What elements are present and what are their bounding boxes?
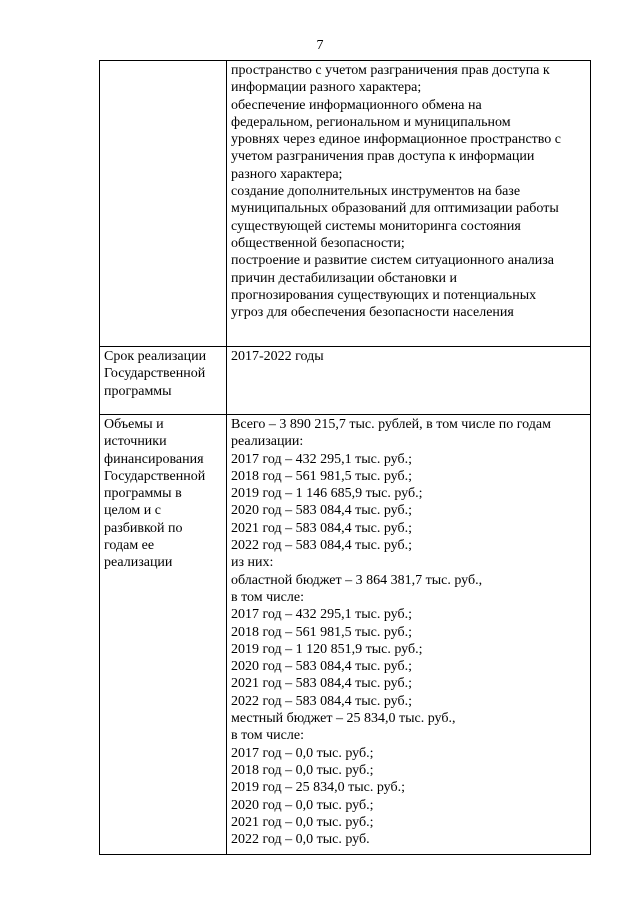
label-line: программы bbox=[104, 383, 172, 399]
content-line: 2022 год – 583 084,4 тыс. руб.; bbox=[231, 538, 412, 554]
content-line: Всего – 3 890 215,7 тыс. рублей, в том числе по годам bbox=[231, 417, 551, 432]
label-line: целом и с bbox=[104, 503, 161, 519]
content-line: 2021 год – 583 084,4 тыс. руб.; bbox=[231, 676, 412, 692]
content-line: в том числе: bbox=[231, 728, 304, 744]
row-content-cell bbox=[227, 61, 591, 347]
content-line: 2019 год – 1 120 851,9 тыс. руб.; bbox=[231, 641, 423, 657]
row-label-cell bbox=[100, 347, 227, 415]
table-row bbox=[100, 415, 591, 855]
content-line: разного характера; bbox=[231, 166, 343, 182]
content-line: 2017 год – 432 295,1 тыс. руб.; bbox=[231, 451, 412, 467]
content-line: обеспечение информационного обмена на bbox=[231, 97, 482, 113]
content-line: 2021 год – 0,0 тыс. руб.; bbox=[231, 814, 374, 830]
row-label-cell bbox=[100, 415, 227, 855]
content-line: в том числе: bbox=[231, 589, 304, 605]
table-row bbox=[100, 347, 591, 415]
label-line: Государственной bbox=[104, 468, 206, 484]
label-line: источники bbox=[104, 434, 167, 450]
row-content-cell bbox=[227, 347, 591, 415]
content-line: 2017-2022 годы bbox=[231, 349, 324, 364]
content-line: уровнях через единое информационное пространство с bbox=[231, 132, 562, 148]
content-line: муниципальных образований для оптимизации работы bbox=[231, 201, 559, 217]
content-line: пространство с учетом разграничения прав доступа к bbox=[231, 63, 550, 78]
content-line: областной бюджет – 3 864 381,7 тыс. руб., bbox=[231, 572, 483, 588]
label-line: программы в bbox=[104, 486, 182, 502]
content-line: 2017 год – 0,0 тыс. руб.; bbox=[231, 745, 374, 761]
page-number: 7 bbox=[316, 38, 324, 53]
content-line: создание дополнительных инструментов на базе bbox=[231, 184, 521, 200]
content-line: 2022 год – 0,0 тыс. руб. bbox=[231, 832, 370, 848]
content-line: 2017 год – 432 295,1 тыс. руб.; bbox=[231, 607, 412, 623]
content-line: угроз для обеспечения безопасности населения bbox=[231, 305, 514, 321]
content-line: местный бюджет – 25 834,0 тыс. руб., bbox=[231, 711, 456, 727]
content-line: 2018 год – 0,0 тыс. руб.; bbox=[231, 762, 374, 778]
label-line: Объемы и bbox=[104, 417, 164, 432]
row-label-cell bbox=[100, 61, 227, 347]
row-content-cell bbox=[227, 415, 591, 855]
content-line: федеральном, региональном и муниципальном bbox=[231, 114, 511, 130]
content-line: из них: bbox=[231, 555, 274, 571]
content-line: 2018 год – 561 981,5 тыс. руб.; bbox=[231, 624, 412, 640]
label-line: Срок реализации bbox=[104, 349, 207, 364]
content-line: 2020 год – 583 084,4 тыс. руб.; bbox=[231, 659, 412, 675]
content-line: 2022 год – 583 084,4 тыс. руб.; bbox=[231, 693, 412, 709]
program-passport-table bbox=[99, 60, 591, 855]
content-line: 2019 год – 1 146 685,9 тыс. руб.; bbox=[231, 486, 423, 502]
content-line: прогнозирования существующих и потенциальных bbox=[231, 287, 537, 303]
content-line: причин дестабилизации обстановки и bbox=[231, 270, 457, 286]
content-line: 2018 год – 561 981,5 тыс. руб.; bbox=[231, 468, 412, 484]
content-line: реализации: bbox=[231, 434, 304, 450]
table-row bbox=[100, 61, 591, 347]
label-line: Государственной bbox=[104, 366, 206, 382]
label-line: финансирования bbox=[104, 451, 204, 467]
content-line: 2020 год – 583 084,4 тыс. руб.; bbox=[231, 503, 412, 519]
content-line: существующей системы мониторинга состояния bbox=[231, 218, 521, 234]
content-line: построение и развитие систем ситуационного анализа bbox=[231, 253, 554, 269]
content-line: информации разного характера; bbox=[231, 80, 422, 96]
content-line: учетом разграничения прав доступа к информации bbox=[231, 149, 535, 165]
content-line: 2019 год – 25 834,0 тыс. руб.; bbox=[231, 780, 405, 796]
label-line: годам ее bbox=[104, 538, 155, 554]
content-line: 2021 год – 583 084,4 тыс. руб.; bbox=[231, 520, 412, 536]
label-line: реализации bbox=[104, 555, 173, 571]
content-line: общественной безопасности; bbox=[231, 235, 405, 251]
label-line: разбивкой по bbox=[104, 520, 183, 536]
content-line: 2020 год – 0,0 тыс. руб.; bbox=[231, 797, 374, 813]
